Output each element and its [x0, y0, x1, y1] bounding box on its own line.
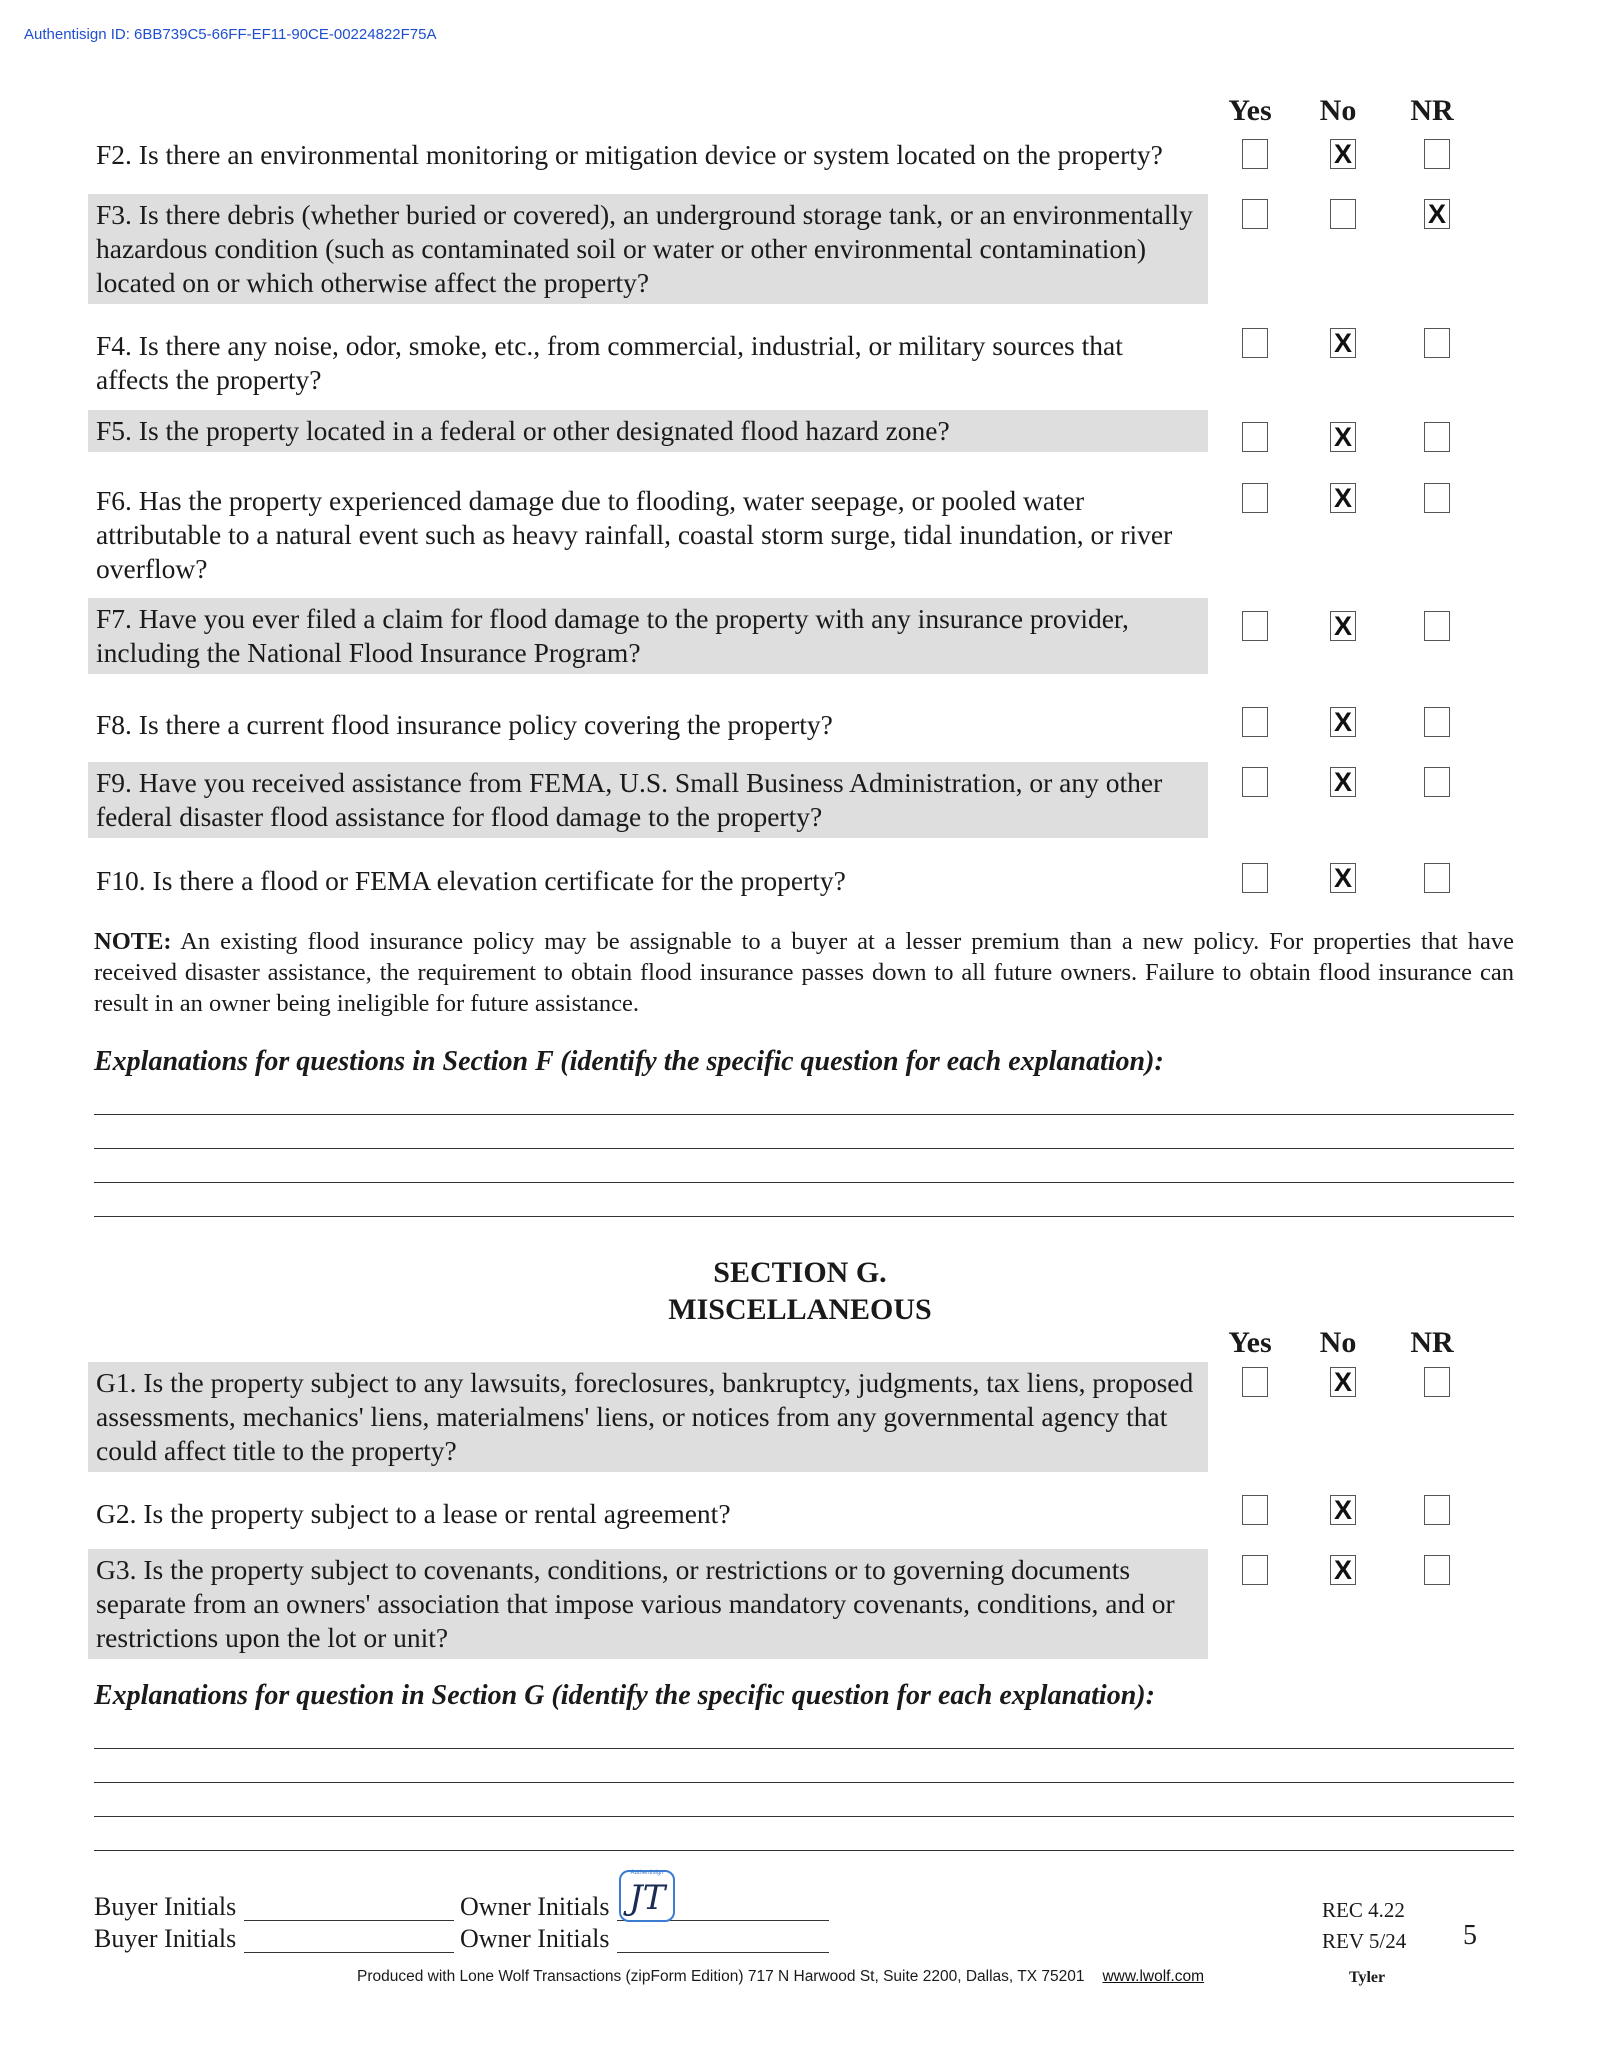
checkbox-f2-nr[interactable]: [1424, 139, 1450, 169]
checkbox-f4-nr[interactable]: [1424, 328, 1450, 358]
checkbox-f5-nr[interactable]: [1424, 422, 1450, 452]
checkbox-f9-yes[interactable]: [1242, 767, 1268, 797]
section-g-title: SECTION G.: [713, 1256, 887, 1289]
checkbox-g1-nr[interactable]: [1424, 1367, 1450, 1397]
question-f10: F10. Is there a flood or FEMA elevation certificate for the property?: [96, 865, 846, 896]
checkbox-f8-nr[interactable]: [1424, 707, 1450, 737]
section-f-explanation-line[interactable]: [94, 1114, 1514, 1115]
checkbox-g3-yes[interactable]: [1242, 1555, 1268, 1585]
produced-with-text: Produced with Lone Wolf Transactions (zipForm Edition) 717 N Harwood St, Suite 2200, Dallas, TX 75201: [357, 1968, 1085, 1985]
question-g3: G3. Is the property subject to covenants, conditions, or restrictions or to governing documents separate from an owners' association that impose various mandatory covenants, conditions, and or restrictions upon the lot or unit?: [88, 1549, 1208, 1659]
question-f7: F7. Have you ever filed a claim for flood damage to the property with any insurance provider, including the National Flood Insurance Program?: [88, 598, 1208, 674]
stamp-label: Authentisign: [630, 1870, 664, 1876]
column-header-yes: Yes: [1228, 94, 1272, 127]
checkbox-f2-yes[interactable]: [1242, 139, 1268, 169]
owner-initials-label: Owner Initials: [460, 1892, 610, 1921]
column-header-no: No: [1319, 1326, 1357, 1359]
form-revision: REV 5/24: [1322, 1929, 1407, 1953]
checkbox-g3-no[interactable]: X: [1330, 1555, 1356, 1585]
question-f4: F4. Is there any noise, odor, smoke, etc., from commercial, industrial, or military sources that affects the property?: [96, 330, 1123, 395]
section-g-explanation-line[interactable]: [94, 1816, 1514, 1817]
section-g-explanation-line[interactable]: [94, 1850, 1514, 1851]
question-f8: F8. Is there a current flood insurance policy covering the property?: [96, 709, 833, 740]
section-f-explanation-line[interactable]: [94, 1148, 1514, 1149]
checkbox-f5-yes[interactable]: [1242, 422, 1268, 452]
checkbox-f3-yes[interactable]: [1242, 199, 1268, 229]
checkbox-g3-nr[interactable]: [1424, 1555, 1450, 1585]
question-f6: F6. Has the property experienced damage due to flooding, water seepage, or pooled water attributable to a natural event such as heavy rainfall, coastal storm surge, tidal inundation, or river overflow?: [96, 485, 1173, 584]
section-g-explanation-line[interactable]: [94, 1782, 1514, 1783]
checkbox-g1-no[interactable]: X: [1330, 1367, 1356, 1397]
checkbox-f10-yes[interactable]: [1242, 863, 1268, 893]
authentisign-id: Authentisign ID: 6BB739C5-66FF-EF11-90CE-00224822F75A: [24, 26, 437, 43]
checkbox-f10-no[interactable]: X: [1330, 863, 1356, 893]
section-f-explanations-label: Explanations for questions in Section F (identify the specific question for each explanation):: [94, 1046, 1164, 1077]
buyer-initials-label: Buyer Initials: [94, 1924, 237, 1953]
buyer-initials-label: Buyer Initials: [94, 1892, 237, 1921]
form-code: REC 4.22: [1322, 1898, 1405, 1922]
buyer-initials-field[interactable]: [244, 1952, 454, 1953]
column-header-yes: Yes: [1228, 1326, 1272, 1359]
section-g-explanations-label: Explanations for question in Section G (identify the specific question for each explanation):: [94, 1680, 1155, 1711]
section-f-explanation-line[interactable]: [94, 1182, 1514, 1183]
page-number: 5: [1463, 1920, 1477, 1951]
checkbox-f6-no[interactable]: X: [1330, 483, 1356, 513]
question-f9: F9. Have you received assistance from FEMA, U.S. Small Business Administration, or any other federal disaster flood assistance for flood damage to the property?: [88, 762, 1208, 838]
authentisign-initials-stamp: [619, 1870, 675, 1922]
checkbox-f3-nr[interactable]: X: [1424, 199, 1450, 229]
checkbox-f7-no[interactable]: X: [1330, 611, 1356, 641]
lwolf-link[interactable]: www.lwolf.com: [1102, 1968, 1205, 1985]
checkbox-f8-yes[interactable]: [1242, 707, 1268, 737]
buyer-initials-field[interactable]: [244, 1920, 454, 1921]
owner-initials-label: Owner Initials: [460, 1924, 610, 1953]
checkbox-f7-yes[interactable]: [1242, 611, 1268, 641]
note-label: NOTE:: [94, 928, 172, 955]
checkbox-f5-no[interactable]: X: [1330, 422, 1356, 452]
checkbox-f9-nr[interactable]: [1424, 767, 1450, 797]
column-header-nr: NR: [1410, 1326, 1454, 1359]
column-header-no: No: [1319, 94, 1357, 127]
checkbox-f3-no[interactable]: [1330, 199, 1356, 229]
checkbox-f6-nr[interactable]: [1424, 483, 1450, 513]
owner-initials-signature: JT: [629, 1878, 666, 1918]
checkbox-f9-no[interactable]: X: [1330, 767, 1356, 797]
produced-with-line: [357, 1968, 1204, 1986]
checkbox-f6-yes[interactable]: [1242, 483, 1268, 513]
section-f-explanation-line[interactable]: [94, 1216, 1514, 1217]
question-g1: G1. Is the property subject to any lawsuits, foreclosures, bankruptcy, judgments, tax liens, proposed assessments, mechanics' liens, materialmens' liens, or notices from any governmental agency that could affect title to the property?: [88, 1362, 1208, 1472]
checkbox-g2-no[interactable]: X: [1330, 1495, 1356, 1525]
question-f2: F2. Is there an environmental monitoring or mitigation device or system located on the property?: [96, 139, 1163, 170]
checkbox-f4-yes[interactable]: [1242, 328, 1268, 358]
checkbox-f8-no[interactable]: X: [1330, 707, 1356, 737]
file-name: Tyler: [1349, 1969, 1386, 1986]
owner-initials-field[interactable]: [617, 1952, 829, 1953]
question-f3: F3. Is there debris (whether buried or covered), an underground storage tank, or an environmentally hazardous condition (such as contaminated soil or water or other environmental contamination) located on or which otherwise affect the property?: [88, 194, 1208, 304]
checkbox-g2-nr[interactable]: [1424, 1495, 1450, 1525]
question-g2: G2. Is the property subject to a lease or rental agreement?: [96, 1498, 731, 1529]
checkbox-g2-yes[interactable]: [1242, 1495, 1268, 1525]
question-f5: F5. Is the property located in a federal or other designated flood hazard zone?: [88, 410, 1208, 452]
checkbox-g1-yes[interactable]: [1242, 1367, 1268, 1397]
section-g-explanation-line[interactable]: [94, 1748, 1514, 1749]
checkbox-f4-no[interactable]: X: [1330, 328, 1356, 358]
checkbox-f7-nr[interactable]: [1424, 611, 1450, 641]
checkbox-f10-nr[interactable]: [1424, 863, 1450, 893]
flood-insurance-note: [94, 926, 1514, 1019]
checkbox-f2-no[interactable]: X: [1330, 139, 1356, 169]
section-g-subtitle: MISCELLANEOUS: [668, 1293, 932, 1326]
column-header-nr: NR: [1410, 94, 1454, 127]
note-text: An existing flood insurance policy may be assignable to a buyer at a lesser premium than a new policy. For properties that have received disaster assistance, the requirement to obtain flood insurance passes down to all future owners. Failure to obtain flood insurance can result in an owner being ineligible for future assistance.: [94, 928, 1514, 1017]
